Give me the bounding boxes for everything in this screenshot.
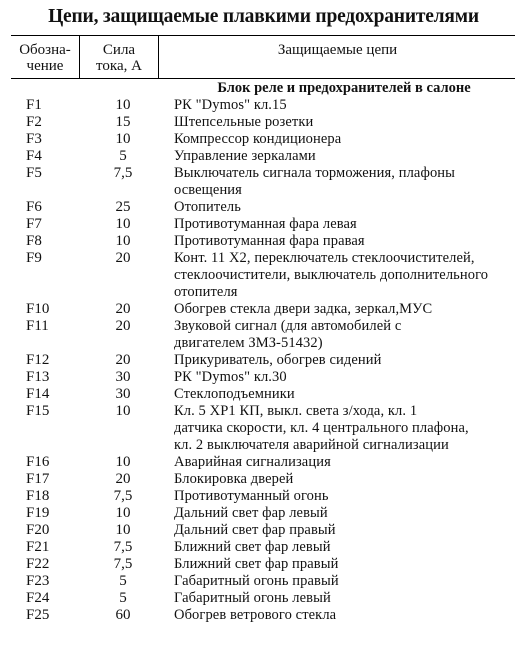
protected-circuits: Компрессор кондиционера [174,131,342,147]
fuse-current: 10 [115,97,131,113]
fuse-code: F13 [26,369,50,385]
fuse-code: F5 [26,165,42,181]
table-row [0,505,527,522]
fuse-current: 20 [115,471,131,487]
table-row [0,556,527,573]
table-row [0,573,527,590]
fuse-current: 20 [115,318,131,334]
header-current: Сила тока, А [96,42,142,74]
protected-circuits: Габаритный огонь правый [174,573,339,589]
protected-circuits: Конт. 11 Х2, переключатель стеклоочистителей, стеклоочистители, выключатель дополнительного отопителя [174,250,489,300]
protected-circuits: Обогрев ветрового стекла [174,607,337,623]
fuse-code: F23 [26,573,50,589]
section-title: Блок реле и предохранителей в салоне [217,80,471,96]
fuse-code: F24 [26,590,50,606]
fuse-current: 30 [115,386,131,402]
table-row [0,539,527,556]
fuse-current: 20 [115,352,131,368]
fuse-current: 7,5 [113,488,133,504]
fuse-code: F17 [26,471,50,487]
fuse-code: F10 [26,301,50,317]
fuse-code: F22 [26,556,50,572]
table-row [0,522,527,539]
table-row [0,454,527,471]
table-row [0,607,527,624]
fuse-current: 10 [115,403,131,419]
fuse-current: 20 [115,250,131,266]
fuse-code: F25 [26,607,50,623]
fuse-code: F3 [26,131,42,147]
fuse-code: F8 [26,233,42,249]
table-row [0,590,527,607]
protected-circuits: Ближний свет фар правый [174,556,339,572]
fuse-current: 5 [119,148,127,164]
fuse-current: 10 [115,233,131,249]
fuse-code: F21 [26,539,50,555]
fuse-current: 10 [115,454,131,470]
fuse-code: F12 [26,352,50,368]
fuse-code: F11 [26,318,49,334]
fuse-current: 10 [115,131,131,147]
table-row [0,250,527,301]
fuse-current: 20 [115,301,131,317]
protected-circuits: Аварийная сигнализация [174,454,331,470]
protected-circuits: Выключатель сигнала торможения, плафоны освещения [174,165,456,198]
fuse-current: 25 [115,199,131,215]
protected-circuits: Дальний свет фар правый [174,522,336,538]
table-row [0,318,527,352]
fuse-current: 7,5 [113,539,133,555]
protected-circuits: Ближний свет фар левый [174,539,331,555]
fuse-current: 7,5 [113,556,133,572]
table-row [0,488,527,505]
protected-circuits: Звуковой сигнал (для автомобилей с двигателем ЗМЗ-51432) [174,318,402,351]
table-row [0,148,527,165]
protected-circuits: Габаритный огонь левый [174,590,331,606]
protected-circuits: РК "Dymos" кл.15 [174,97,287,113]
fuse-current: 7,5 [113,165,133,181]
table-row [0,369,527,386]
fuse-current: 5 [119,573,127,589]
fuse-table-body [0,97,527,624]
header-circuits: Защищаемые цепи [277,42,398,58]
table-row [0,199,527,216]
fuse-code: F20 [26,522,50,538]
table-row [0,352,527,369]
fuse-code: F2 [26,114,42,130]
table-row [0,131,527,148]
table-row [0,386,527,403]
fuse-current: 10 [115,522,131,538]
table-header-rule [11,78,515,79]
protected-circuits: Противотуманная фара правая [174,233,365,249]
fuse-code: F9 [26,250,42,266]
table-row [0,114,527,131]
fuse-code: F16 [26,454,50,470]
protected-circuits: Противотуманная фара левая [174,216,357,232]
protected-circuits: Штепсельные розетки [174,114,314,130]
fuse-code: F19 [26,505,50,521]
table-row [0,216,527,233]
protected-circuits: Противотуманный огонь [174,488,329,504]
header-code: Обозна- чение [19,42,71,74]
protected-circuits: Отопитель [174,199,241,215]
protected-circuits: Дальний свет фар левый [174,505,328,521]
fuse-code: F7 [26,216,42,232]
fuse-code: F15 [26,403,50,419]
page-title: Цепи, защищаемые плавкими предохранителями [48,6,479,27]
protected-circuits: Стеклоподъемники [174,386,295,402]
table-row [0,97,527,114]
fuse-code: F14 [26,386,50,402]
protected-circuits: Обогрев стекла двери задка, зеркал,МУС [174,301,433,317]
fuse-current: 10 [115,505,131,521]
table-top-rule [11,35,515,36]
fuse-current: 60 [115,607,131,623]
fuse-current: 10 [115,216,131,232]
protected-circuits: Кл. 5 ХР1 КП, выкл. света з/хода, кл. 1 датчика скорости, кл. 4 центрального плафона, кл. 2 выключателя аварийной сигнализации [174,403,469,453]
fuse-code: F1 [26,97,42,113]
protected-circuits: Прикуриватель, обогрев сидений [174,352,382,368]
protected-circuits: Блокировка дверей [174,471,294,487]
protected-circuits: Управление зеркалами [174,148,316,164]
fuse-code: F4 [26,148,42,164]
fuse-code: F6 [26,199,42,215]
header-divider-2 [158,36,159,78]
table-row [0,233,527,250]
table-row [0,471,527,488]
table-row [0,301,527,318]
fuse-current: 5 [119,590,127,606]
table-row [0,403,527,454]
table-row [0,165,527,199]
fuse-current: 30 [115,369,131,385]
fuse-code: F18 [26,488,50,504]
fuse-current: 15 [115,114,131,130]
protected-circuits: РК "Dymos" кл.30 [174,369,287,385]
